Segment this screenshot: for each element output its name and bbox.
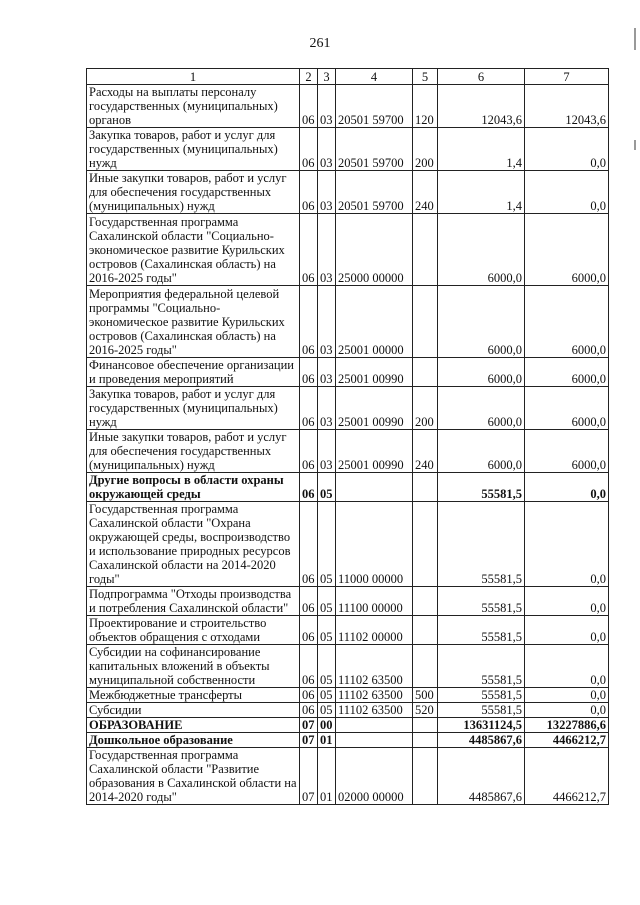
amount-year1-cell: 13631124,5 xyxy=(438,718,525,733)
amount-year1-cell: 6000,0 xyxy=(438,286,525,358)
expense-type-cell xyxy=(413,645,438,688)
table-row xyxy=(87,718,609,733)
amount-year2-cell: 0,0 xyxy=(525,688,609,703)
section-code-cell: 06 xyxy=(300,358,318,387)
amount-year2-cell: 13227886,6 xyxy=(525,718,609,733)
table-row xyxy=(87,502,609,587)
target-article-cell xyxy=(336,473,413,502)
target-article-cell xyxy=(336,718,413,733)
margin-mark xyxy=(634,140,636,150)
table-row xyxy=(87,214,609,286)
subsection-code-cell: 03 xyxy=(318,358,336,387)
target-article-cell xyxy=(336,733,413,748)
row-name-cell: Подпрограмма "Отходы производства и потребления Сахалинской области" xyxy=(87,587,300,616)
amount-year2-cell: 6000,0 xyxy=(525,286,609,358)
target-article-cell: 20501 59700 xyxy=(336,171,413,214)
section-code-cell: 06 xyxy=(300,502,318,587)
amount-year2-cell: 0,0 xyxy=(525,473,609,502)
row-name-cell: Финансовое обеспечение организации и проведения мероприятий xyxy=(87,358,300,387)
section-code-cell: 06 xyxy=(300,286,318,358)
expense-type-cell xyxy=(413,733,438,748)
target-article-cell: 11102 63500 xyxy=(336,703,413,718)
budget-table xyxy=(86,68,609,805)
table-row xyxy=(87,616,609,645)
table-row xyxy=(87,703,609,718)
table-row xyxy=(87,733,609,748)
row-name-cell: Иные закупки товаров, работ и услуг для обеспечения государственных (муниципальных) нужд xyxy=(87,171,300,214)
amount-year2-cell: 6000,0 xyxy=(525,387,609,430)
amount-year1-cell: 4485867,6 xyxy=(438,733,525,748)
target-article-cell: 11102 63500 xyxy=(336,645,413,688)
target-article-cell: 11000 00000 xyxy=(336,502,413,587)
section-code-cell: 06 xyxy=(300,688,318,703)
target-article-cell: 20501 59700 xyxy=(336,85,413,128)
header-cell: 6 xyxy=(438,69,525,85)
expense-type-cell: 120 xyxy=(413,85,438,128)
expense-type-cell xyxy=(413,214,438,286)
amount-year1-cell: 55581,5 xyxy=(438,703,525,718)
target-article-cell: 25001 00990 xyxy=(336,387,413,430)
subsection-code-cell: 05 xyxy=(318,473,336,502)
amount-year2-cell: 4466212,7 xyxy=(525,748,609,805)
section-code-cell: 06 xyxy=(300,703,318,718)
row-name-cell: ОБРАЗОВАНИЕ xyxy=(87,718,300,733)
row-name-cell: Государственная программа Сахалинской области "Охрана окружающей среды, воспроизводство и использование природных ресурсов Сахалинской области на 2014-2020 годы" xyxy=(87,502,300,587)
section-code-cell: 06 xyxy=(300,587,318,616)
expense-type-cell xyxy=(413,616,438,645)
subsection-code-cell: 00 xyxy=(318,718,336,733)
amount-year2-cell: 0,0 xyxy=(525,645,609,688)
subsection-code-cell: 01 xyxy=(318,748,336,805)
amount-year1-cell: 1,4 xyxy=(438,171,525,214)
amount-year2-cell: 0,0 xyxy=(525,128,609,171)
amount-year2-cell: 0,0 xyxy=(525,502,609,587)
amount-year2-cell: 12043,6 xyxy=(525,85,609,128)
subsection-code-cell: 05 xyxy=(318,502,336,587)
section-code-cell: 06 xyxy=(300,214,318,286)
row-name-cell: Закупка товаров, работ и услуг для государственных (муниципальных) нужд xyxy=(87,128,300,171)
subsection-code-cell: 05 xyxy=(318,703,336,718)
table-row xyxy=(87,358,609,387)
row-name-cell: Расходы на выплаты персоналу государственных (муниципальных) органов xyxy=(87,85,300,128)
subsection-code-cell: 03 xyxy=(318,85,336,128)
target-article-cell: 11100 00000 xyxy=(336,587,413,616)
row-name-cell: Проектирование и строительство объектов обращения с отходами xyxy=(87,616,300,645)
expense-type-cell xyxy=(413,358,438,387)
expense-type-cell: 520 xyxy=(413,703,438,718)
row-name-cell: Субсидии xyxy=(87,703,300,718)
subsection-code-cell: 03 xyxy=(318,128,336,171)
amount-year1-cell: 55581,5 xyxy=(438,616,525,645)
target-article-cell: 25001 00990 xyxy=(336,430,413,473)
expense-type-cell xyxy=(413,286,438,358)
target-article-cell: 20501 59700 xyxy=(336,128,413,171)
table-row xyxy=(87,645,609,688)
amount-year2-cell: 0,0 xyxy=(525,616,609,645)
amount-year1-cell: 55581,5 xyxy=(438,645,525,688)
amount-year2-cell: 6000,0 xyxy=(525,430,609,473)
section-code-cell: 06 xyxy=(300,430,318,473)
amount-year1-cell: 55581,5 xyxy=(438,688,525,703)
subsection-code-cell: 03 xyxy=(318,387,336,430)
amount-year1-cell: 4485867,6 xyxy=(438,748,525,805)
expense-type-cell xyxy=(413,748,438,805)
section-code-cell: 07 xyxy=(300,733,318,748)
subsection-code-cell: 01 xyxy=(318,733,336,748)
table-row xyxy=(87,688,609,703)
expense-type-cell xyxy=(413,587,438,616)
table-row xyxy=(87,387,609,430)
target-article-cell: 25000 00000 xyxy=(336,214,413,286)
header-row xyxy=(87,69,609,85)
target-article-cell: 11102 00000 xyxy=(336,616,413,645)
amount-year1-cell: 55581,5 xyxy=(438,502,525,587)
section-code-cell: 06 xyxy=(300,85,318,128)
expense-type-cell: 200 xyxy=(413,387,438,430)
page-number: 261 xyxy=(309,36,331,51)
target-article-cell: 11102 63500 xyxy=(336,688,413,703)
expense-type-cell xyxy=(413,473,438,502)
expense-type-cell: 500 xyxy=(413,688,438,703)
table-row xyxy=(87,286,609,358)
amount-year2-cell: 6000,0 xyxy=(525,214,609,286)
amount-year1-cell: 6000,0 xyxy=(438,430,525,473)
row-name-cell: Мероприятия федеральной целевой программы "Социально-экономическое развитие Курильских островов (Сахалинская область) на 2016-2025 годы" xyxy=(87,286,300,358)
expense-type-cell: 200 xyxy=(413,128,438,171)
amount-year1-cell: 12043,6 xyxy=(438,85,525,128)
subsection-code-cell: 05 xyxy=(318,645,336,688)
header-cell: 1 xyxy=(87,69,300,85)
section-code-cell: 06 xyxy=(300,473,318,502)
header-cell: 5 xyxy=(413,69,438,85)
table-row xyxy=(87,748,609,805)
section-code-cell: 07 xyxy=(300,718,318,733)
amount-year2-cell: 0,0 xyxy=(525,587,609,616)
amount-year1-cell: 55581,5 xyxy=(438,473,525,502)
section-code-cell: 06 xyxy=(300,645,318,688)
amount-year2-cell: 0,0 xyxy=(525,703,609,718)
expense-type-cell: 240 xyxy=(413,430,438,473)
subsection-code-cell: 05 xyxy=(318,587,336,616)
row-name-cell: Государственная программа Сахалинской области "Развитие образования в Сахалинской области на 2014-2020 годы" xyxy=(87,748,300,805)
table-row xyxy=(87,473,609,502)
amount-year1-cell: 55581,5 xyxy=(438,587,525,616)
table-row xyxy=(87,85,609,128)
subsection-code-cell: 03 xyxy=(318,430,336,473)
amount-year1-cell: 6000,0 xyxy=(438,387,525,430)
amount-year1-cell: 6000,0 xyxy=(438,214,525,286)
header-cell: 3 xyxy=(318,69,336,85)
section-code-cell: 06 xyxy=(300,387,318,430)
row-name-cell: Государственная программа Сахалинской области "Социально-экономическое развитие Курильских островов (Сахалинская область) на 2016-2025 годы" xyxy=(87,214,300,286)
target-article-cell: 25001 00000 xyxy=(336,286,413,358)
subsection-code-cell: 03 xyxy=(318,286,336,358)
expense-type-cell: 240 xyxy=(413,171,438,214)
section-code-cell: 06 xyxy=(300,128,318,171)
expense-type-cell xyxy=(413,718,438,733)
margin-mark xyxy=(634,28,636,50)
section-code-cell: 07 xyxy=(300,748,318,805)
expense-type-cell xyxy=(413,502,438,587)
header-cell: 4 xyxy=(336,69,413,85)
table-row xyxy=(87,430,609,473)
subsection-code-cell: 03 xyxy=(318,214,336,286)
header-cell: 2 xyxy=(300,69,318,85)
target-article-cell: 02000 00000 xyxy=(336,748,413,805)
subsection-code-cell: 05 xyxy=(318,688,336,703)
subsection-code-cell: 05 xyxy=(318,616,336,645)
row-name-cell: Межбюджетные трансферты xyxy=(87,688,300,703)
table-row xyxy=(87,587,609,616)
row-name-cell: Иные закупки товаров, работ и услуг для обеспечения государственных (муниципальных) нужд xyxy=(87,430,300,473)
amount-year1-cell: 1,4 xyxy=(438,128,525,171)
table-row xyxy=(87,128,609,171)
section-code-cell: 06 xyxy=(300,171,318,214)
row-name-cell: Другие вопросы в области охраны окружающей среды xyxy=(87,473,300,502)
amount-year2-cell: 6000,0 xyxy=(525,358,609,387)
amount-year1-cell: 6000,0 xyxy=(438,358,525,387)
amount-year2-cell: 0,0 xyxy=(525,171,609,214)
target-article-cell: 25001 00990 xyxy=(336,358,413,387)
row-name-cell: Закупка товаров, работ и услуг для государственных (муниципальных) нужд xyxy=(87,387,300,430)
table-row xyxy=(87,171,609,214)
row-name-cell: Субсидии на софинансирование капитальных вложений в объекты муниципальной собственности xyxy=(87,645,300,688)
subsection-code-cell: 03 xyxy=(318,171,336,214)
row-name-cell: Дошкольное образование xyxy=(87,733,300,748)
section-code-cell: 06 xyxy=(300,616,318,645)
header-cell: 7 xyxy=(525,69,609,85)
amount-year2-cell: 4466212,7 xyxy=(525,733,609,748)
